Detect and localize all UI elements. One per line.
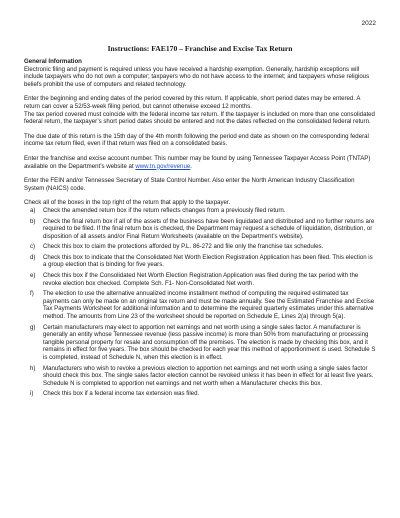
paragraph-electronic-filing: Electronic filing and payment is required unless you have received a hardship exemption. Generally, hardship exceptions will include taxpayers who do not own a computer; taxpayers who do not have access to the internet; and taxpayers whose religious beliefs prohibit the use of computers and related technology. [24,65,370,88]
check-box-list [24,207,376,398]
form-year: 2022 [361,20,376,27]
list-item-text: Check this box if a federal income tax extension was filed. [43,390,200,398]
instructions-body [24,58,376,401]
list-marker: d) [30,253,36,261]
list-item-text: Check this box to indicate that the Consolidated Net Worth Election Registration Application has been filed. This election is a group election that is binding for five years. [43,253,373,269]
paragraph-check-boxes: Check all of the boxes in the top right of the return that apply to the taxpayer. [24,199,231,207]
paragraph-period-dates: Enter the beginning and ending dates of the period covered by this return. If applicable, short period dates may be entered. A return can cover a 52/53-week filing period, but cannot otherwise exceed 12 months. [24,95,361,110]
list-item-text: Check the final return box if all of the assets of the business have been liquidated and distributed and no further returns are required to be filed. If the final return box is checked, the Department may request a schedule of liquidation, distribution, or disposition of all assets and/or Final Return Worksheets (available on the Department’s website). [43,217,375,240]
list-marker: g) [30,323,36,331]
list-item-text: Manufacturers who wish to revoke a previous election to apportion net earnings and net worth using a single sales factor should check this box. The single sales factor election cannot be revoked unless it has been in effect for at least five years. Schedule N is completed to apportion net earnings and net worth when a Manufacturer checks this box. [43,364,374,387]
list-item [24,243,376,251]
revenue-website-link[interactable]: www.tn.gov/revenue [135,162,191,170]
list-item-text: Check the amended return box if the return reflects changes from a previously filed return. [43,206,286,214]
paragraph-due-date: The due date of this return is the 15th day of the 4th month following the period end date as shown on the corresponding federal income tax return filed, even if that return was filed on a consolidated basis. [24,132,369,148]
page-title: Instructions: FAE170 – Franchise and Excise Tax Return [107,44,293,53]
account-number-text: Enter the franchise and excise account number. This number may be found by using Tennessee Taxpayer Access Point (TNTAP) available on the Department’s website at [24,154,371,170]
list-item [24,324,376,362]
list-item [24,272,376,287]
list-item-text: Check this box to claim the protections afforded by P.L. 86-272 and file only the franchise tax schedules. [43,243,324,251]
account-number-text-end: . [190,162,192,170]
list-item [24,218,376,241]
list-item-text: Check this box if the Consolidated Net Worth Election Registration Application was filed during the tax period with the revoke election box checked. Complete Sch. F1- Non-Consolidated Net worth. [43,272,359,287]
list-item-text: Certain manufacturers may elect to apportion net earnings and net worth using a single sales factor. A manufacturer is generally an entity whose Tennessee revenue (less passive income) is more than 50% from manufacturing or processing tangible personal property for resale and consumption off the premises. The election is made by checking this box, and it remains in effect for five years. The box should be checked for each year this method of apportionment is used. Schedule S is completed, instead of Schedule N, when this election is in effect. [43,323,376,361]
list-item [24,390,376,398]
list-marker: e) [30,272,36,280]
list-item [24,290,376,320]
list-marker: h) [30,364,36,372]
paragraph-tax-period: The tax period covered must coincide with the federal income tax return. If the taxpayer is included on more than one consolidated federal return, the taxpayer’s short period dates should be entered and not the dates reflected on the consolidated federal return. [24,110,375,126]
list-marker: b) [30,217,36,225]
list-item [24,254,376,269]
list-marker: i) [30,390,34,398]
list-marker: c) [30,243,36,251]
list-item [24,365,376,388]
paragraph-fein: Enter the FEIN and/or Tennessee Secretary of State Control Number. Also enter the North American Industry Classification System (NAICS) code. [24,177,355,192]
list-marker: f) [30,290,34,298]
paragraph-account-number [24,155,376,170]
list-marker: a) [30,206,36,214]
list-item [24,207,376,215]
list-item-text: The election to use the alternative annualized income installment method of computing the required estimated tax payments can only be made on an original tax return and must be made annually. See the Estimated Franchise and Excise Tax Payments Worksheet for additional information and to determine the required quarterly estimates under this alternative method. The amounts from Line 23 of the worksheet should be reported on Schedule E, Lines 2(a) through 5(a). [43,290,375,321]
general-information-heading: General Information [24,58,82,65]
